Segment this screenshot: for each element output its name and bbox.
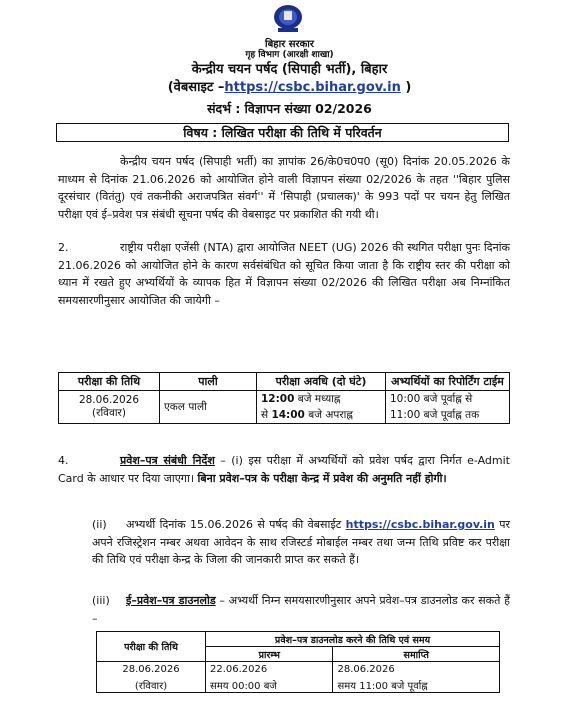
end-time-cell: समय 11:00 बजे पूर्वाह्न: [333, 677, 500, 693]
reporting-start: 10:00 बजे पूर्वाह्न से: [386, 391, 510, 408]
col-header: प्रारम्भ: [206, 647, 333, 662]
exam-date-cell: 28.06.2026 (रविवार): [59, 391, 160, 424]
table-header-row: [59, 373, 510, 391]
table-row: [97, 662, 500, 678]
exam-schedule-table: [58, 372, 510, 424]
admit-card-heading: प्रवेश–पत्र संबंधी निर्देश: [120, 454, 215, 467]
exam-day-cell: (रविवार): [97, 677, 206, 693]
col-header: परीक्षा अवधि (दो घंटे): [257, 373, 386, 391]
start-time-cell: समय 00:00 बजे: [206, 677, 333, 693]
paragraph-4-iii: (iii) ई–प्रवेश–पत्र डाउनलोड – अभ्यर्थी निम्न समयसारणीनुसार अपने प्रवेश–पत्र डाउनलोड कर सकते हैं –: [92, 594, 510, 625]
reporting-end: 11:00 बजे पूर्वाह्न तक: [386, 407, 510, 424]
paragraph-4-ii: (ii) अभ्यर्थी दिनांक 15.06.2026 से पर्षद की वेबसाईट https://csbc.bihar.gov.in पर अपने रजिस्ट्रेशन नम्बर अथवा आवेदन के साथ रजिस्टर्ड मोबाईल नम्बर तथा जन्म तिथि प्रविष्ट कर परीक्षा की तिथि एवं परीक्षा केन्द्र के जिला की जानकारी प्राप्त कर सकते हैं।: [92, 518, 510, 567]
col-header: परीक्षा की तिथि: [59, 373, 160, 391]
download-heading: ई–प्रवेश–पत्र डाउनलोड: [126, 594, 216, 607]
subject-box: विषय : लिखित परीक्षा की तिथि में परिवर्तन: [56, 123, 509, 142]
table-row: [59, 391, 510, 408]
govt-title: बिहार सरकार: [265, 39, 314, 50]
table-header-row: [97, 632, 500, 647]
department-title: गृह विभाग (आरक्षी शाखा): [245, 50, 334, 60]
paragraph-number: 2.: [58, 241, 69, 254]
col-header: अभ्यर्थियों का रिपोर्टिंग टाईम: [386, 373, 510, 391]
col-header: पाली: [160, 373, 257, 391]
col-header: समाप्ति: [333, 647, 500, 662]
csbc-website-link[interactable]: https://csbc.bihar.gov.in: [345, 518, 495, 531]
start-date-cell: 22.06.2026: [206, 662, 333, 678]
website-line: (वेबसाइट –https://csbc.bihar.gov.in ): [167, 80, 412, 95]
paragraph-2: 2. राष्ट्रीय परीक्षा एजेंसी (NTA) द्वारा आयोजित NEET (UG) 2026 की स्थगित परीक्षा पुनः दिनांक 21.06.2026 को आयोजित होने के कारण सर्वसंबंधित को सूचित किया जाता है कि राष्ट्रीय स्तर की परीक्षा को ध्यान में रखते हुए अभ्यर्थियों के व्यापक हित में विज्ञापन संख्या 02/2026 की लिखित परीक्षा अब निम्नांकित समयसारणीनुसार आयोजित की जायेगी –: [58, 241, 510, 307]
website-link[interactable]: https://csbc.bihar.gov.in: [224, 80, 401, 95]
no-entry-warning: बिना प्रवेश–पत्र के परीक्षा केन्द्र में प्रवेश की अनुमति नहीं होगी।: [197, 471, 447, 485]
board-title: केन्द्रीय चयन पर्षद (सिपाही भर्ती), बिहार: [191, 62, 388, 77]
col-header: परीक्षा की तिथि: [97, 632, 206, 662]
admit-download-table: [96, 631, 500, 693]
duration-start: 12:00 बजे मध्याह्न: [257, 391, 386, 408]
paragraph-number: 4.: [58, 454, 69, 467]
end-date-cell: 28.06.2026: [333, 662, 500, 678]
bihar-emblem-icon: [269, 2, 307, 34]
shift-cell: एकल पाली: [160, 391, 257, 424]
duration-end: से 14:00 बजे अपराह्न: [257, 407, 386, 424]
paragraph-4: 4. प्रवेश–पत्र संबंधी निर्देश – (i) इस परीक्षा में अभ्यर्थियों को प्रवेश पर्षद द्वारा निर्गत e-Admit Card के आधार पर दिया जाएगा। बिना प्रवेश–पत्र के परीक्षा केन्द्र में प्रवेश की अनुमति नहीं होगी।: [58, 454, 510, 485]
paragraph-1: केन्द्रीय चयन पर्षद (सिपाही भर्ती) का ज्ञापांक 26/के0च0प0 (सू0) दिनांक 20.05.2026 के माध्यम से दिनांक 21.06.2026 को आयोजित होने वाली विज्ञापन संख्या 02/2026 के तहत ''बिहार पुलिस दूरसंचार (वितंतु) एवं तकनीकी अराजपत्रित संवर्ग'' में 'सिपाही (प्रचालक)' के 993 पदों पर चयन हेतु लिखित परीक्षा एवं ई–प्रवेश पत्र संबंधी सूचना पर्षद की वेबसाइट पर प्रकाशित की गयी थी।: [58, 155, 510, 221]
table-row: [97, 677, 500, 693]
reference-line: संदर्भ : विज्ञापन संख्या 02/2026: [207, 101, 372, 116]
col-header: प्रवेश–पत्र डाउनलोड करने की तिथि एवं समय: [206, 632, 500, 647]
exam-date-cell: 28.06.2026: [97, 662, 206, 678]
